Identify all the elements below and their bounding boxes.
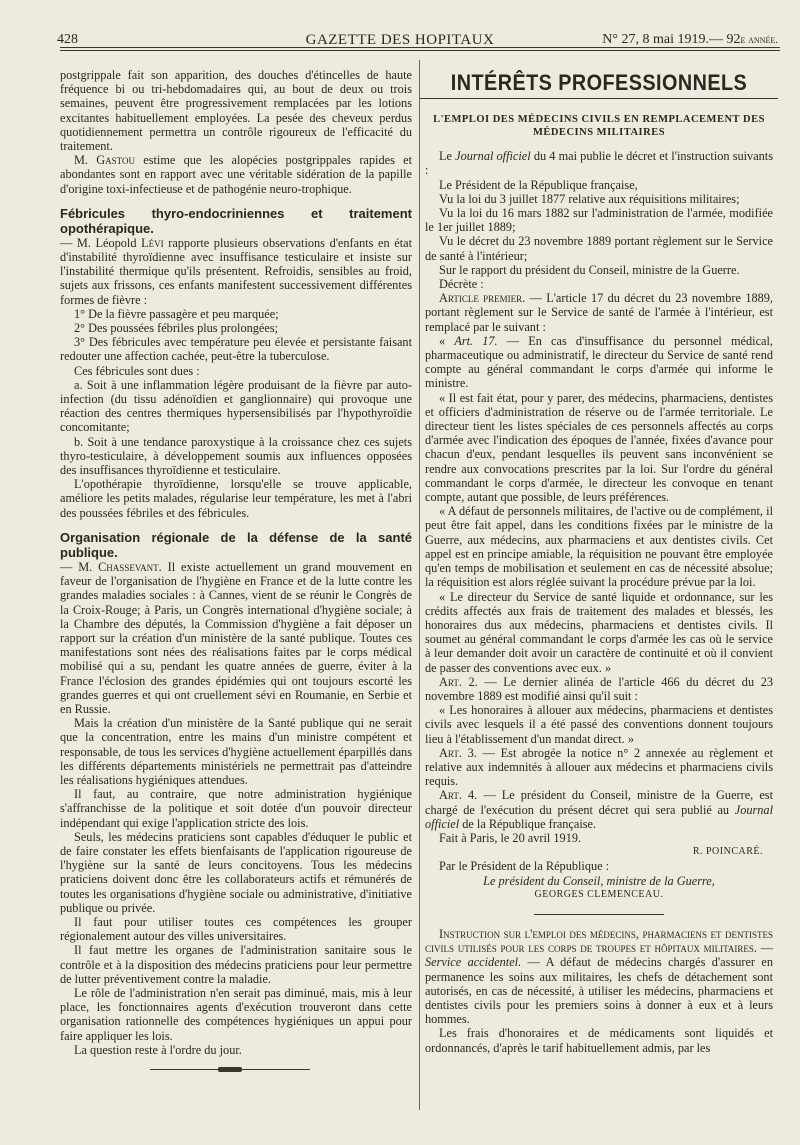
paragraph: « Le directeur du Service de santé liquide et ordonnance, sur les crédits affectés aux frais de traitement des malades et blessés, les honoraires dus aux médecins, pharmaciens et dentistes civils. Il soumet au général commandant le corps d'armée les cas où le service à leur demander doit avoir un caractère de continuité et où il convient de passer des conventions avec eux. » — [425, 589, 773, 675]
paragraph — [425, 746, 773, 789]
paragraph — [425, 927, 773, 1026]
paragraph: Le rôle de l'administration n'en serait pas diminué, mais, mis à leur place, les fonctionnaires agents d'exécution trouveront dans cette organisation rationnelle des compétences hygiéniques un appui pour faire appliquer les lois. — [60, 985, 412, 1043]
paragraph — [60, 236, 412, 307]
paragraph: Vu la loi du 3 juillet 1877 relative aux réquisitions militaires; — [439, 191, 740, 206]
article-label: Art. 4. — [439, 788, 478, 803]
paragraph: Il faut pour utiliser toutes ces compétences les grouper régionalement autour des villes universitaires. — [60, 914, 412, 944]
paragraph — [425, 291, 773, 334]
separator-rule — [534, 914, 664, 915]
paragraph: Il faut mettre les organes de l'administration sanitaire sous le contrôle et à la disposition des médecins praticiens pour leur permettre de lutter préventivement contre la maladie. — [60, 943, 412, 986]
paragraph — [60, 560, 412, 716]
paragraph: a. Soit à une inflammation légère produisant de la fièvre par auto-infection (du tissu adénoïdien et ganglionnaire) qui provoque une réaction des centres thermiques hypersensibilisés par l'hypothyroïdie concomitante; — [60, 377, 412, 435]
journal-ref: Journal officiel — [455, 149, 531, 164]
paragraph: Il faut, au contraire, que notre administration hygiénique s'affranchisse de la politique et soit dotée d'un pouvoir directeur indépendant qui exige l'application stricte des lois. — [60, 787, 412, 830]
text: — Le dernier alinéa de l'article 466 du décret du 23 novembre 1889 est modifié ainsi qu'il suit : — [425, 674, 773, 703]
text: de la République française. — [459, 816, 597, 831]
paragraph: Ces fébricules sont dues : — [74, 363, 200, 378]
paragraph: Mais la création d'un ministère de la Santé publique qui ne serait que la concentration, entre les mains d'un ministre compétent et responsable, de tous les services d'hygiène actuellement éparpillés dans les différents départements ministériels ne permettrait pas d'atteindre les réalisations hygiéniques attendues. — [60, 716, 412, 787]
paragraph — [425, 675, 773, 703]
heading-text: Fébricules thyro-endocriniennes et traitement opothérapique. — [60, 205, 412, 236]
paragraph: Le Président de la République française, — [439, 177, 638, 192]
paragraph-lead: — M. Léopold — [60, 235, 142, 250]
decree-label: Décrète : — [439, 277, 484, 292]
paragraph: Sur le rapport du président du Conseil, ministre de la Guerre. — [439, 262, 740, 277]
paragraph: L'opothérapie thyroïdienne, lorsqu'elle se trouve applicable, améliore les petits malades, régularise leur température, les met à l'abri des poussées fébriles et des fébricules. — [60, 477, 412, 520]
text: Le — [439, 149, 456, 164]
article-heading: L'EMPLOI DES MÉDECINS CIVILS EN REMPLACEMENT DES MÉDECINS MILITAIRES — [433, 114, 765, 139]
paragraph-text: Il existe actuellement un grand mouvement en faveur de l'organisation de l'hygiène en France et de la lutte contre les grandes maladies sociales : à Cannes, vient de se réunir le Congrès de la Croix-Rouge; à Paris, un Congrès international d'hygiène sociale; à la Chambre des députés, la Commission d'hygiène a fait déposer un rapport sur la création d'un ministère de la santé publique. Toutes ces manifestations sont nées des réalisations faites par le corps médical mobilisé qui a su, pendant les quatre années de guerre, éviter à la France l'éclosion des grandes épidémies qui ont toujours escorté les grandes guerres et qui ont cruellement sévi en Roumanie, en Serbie et en Russie. — [60, 559, 412, 716]
paragraph — [425, 788, 773, 831]
list-item: 1° De la fièvre passagère et peu marquée; — [74, 306, 279, 321]
paragraph: La question reste à l'ordre du jour. — [74, 1042, 242, 1057]
article-label: Art. 3. — [439, 745, 477, 760]
paragraph: Fait à Paris, le 20 avril 1919. — [439, 830, 582, 845]
text: — Le président du Conseil, ministre de la Guerre, est chargé de l'exécution du présent décret qui sera publié au — [425, 788, 773, 817]
paragraph — [425, 149, 773, 177]
paragraph: Seuls, les médecins praticiens sont capables d'éduquer le public et de faire constater les effets bienfaisants de l'application rigoureuse de l'hygiène sur la santé de leurs concitoyens. Tous les médecins praticiens doivent donc être les collaborateurs actifs et rémunérés de toutes les organisations d'hygiène sociale ou administrative, d'initiative publique ou privée. — [60, 829, 412, 915]
list-item: 2° Des poussées fébriles plus prolongées; — [74, 321, 279, 336]
signature: R. POINCARÉ. — [692, 846, 763, 858]
issue-year-label: e année. — [740, 34, 778, 46]
article-label: Article premier. — [439, 291, 526, 306]
author-name: Chassevant. — [98, 559, 162, 574]
paragraph: Les frais d'honoraires et de médicaments sont liquidés et ordonnancés, d'après le tarif habituellement admis, par les — [425, 1026, 773, 1055]
paragraph: « Les honoraires à allouer aux médecins, pharmaciens et dentistes civils avec lesquels il a été passé des conventions donnent toujours lieu à l'établissement d'un mandat direct. » — [425, 703, 773, 746]
subheading: Service accidentel. — [425, 955, 522, 970]
text: — L'article 17 du décret du 23 novembre 1889, portant règlement sur le Service de santé de l'armée à l'intérieur, est remplacé par le suivant : — [425, 291, 773, 334]
article-label: Art. 2. — [439, 674, 478, 689]
title-rule — [420, 98, 778, 99]
text: — A défaut de médecins chargés d'assurer en permanence les soins aux militaires, les chefs de détachement sont autorisés, en cas de nécessité, à utiliser les médecins, pharmaciens et dentistes civils pour les premiers soins à donner à eux et à leurs hommes. — [425, 955, 773, 1027]
column-divider — [419, 60, 420, 1110]
text: « — [439, 333, 455, 348]
journal-ref: Journal officiel — [425, 802, 773, 831]
section-title: INTÉRÊTS PROFESSIONNELS — [450, 70, 748, 95]
list-item: 3° Des fébricules avec température peu élevée et persistante faisant redouter une affection cachée, peut-être la tuberculose. — [60, 335, 412, 364]
right-column — [425, 68, 773, 1055]
paragraph: b. Soit à une tendance paroxystique à la croissance chez ces sujets thyro-testiculaire, à développement soumis aux influences opposées des insuffisances thyroïdienne et testiculaire. — [60, 434, 412, 478]
signature: GEORGES CLEMENCEAU. — [534, 888, 664, 900]
text: — En cas d'insuffisance du personnel médical, pharmaceutique ou administratif, le directeur du Service de santé rend compte au général commandant le corps d'armée qui informe le ministre. — [425, 333, 773, 391]
signatory-title: Le président du Conseil, ministre de la Guerre, — [483, 873, 715, 888]
paragraph-lead: — M. — [60, 559, 99, 574]
paragraph: postgrippale fait son apparition, des douches d'étincelles de haute fréquence bi ou tri-hebdomadaires qui, au bout de deux ou trois semaines, peuvent être progressivement remplacées par les lotions excitantes habituellement employées. La pesée des cheveux perdus quotidiennement permettra un contrôle rigoureux de l'efficacité du traitement. — [60, 68, 412, 154]
paragraph: Vu le décret du 23 novembre 1889 portant règlement sur le Service de santé à l'intérieur; — [425, 234, 773, 263]
page-header — [0, 22, 800, 62]
header-rule-double — [60, 50, 780, 51]
paragraph — [425, 334, 773, 391]
paragraph: « Il est fait état, pour y parer, des médecins, pharmaciens, dentistes et officiers d'administration de réserve ou de l'armée territoriale. Le directeur tient les listes spéciales de ces personnels affectés au corps d'armée avec l'indication des époques de l'année, fixées d'avance pour chacun d'eux, pendant lesquelles ils peuvent sans inconvénient se rendre aux convocations prescrites par la loi. Sur l'ordre du général commandant le corps d'armée, le directeur les convoque en tenant compte, autant que possible, de leurs préférences. — [425, 390, 773, 505]
paragraph-text: rapporte plusieurs observations d'enfants en état d'instabilité thyroïdienne avec insuffisance testiculaire et insiste sur l'instabilité thermique qu'ils présentent. Refroidis, sensibles au froid, sujets aux frissons, ces enfants manifestent successivement différentes formes de fièvre : — [60, 235, 413, 307]
text: du 4 mai publie le décret et l'instruction suivants : — [425, 149, 773, 178]
ornament-center — [218, 1067, 242, 1072]
author-name: M. Gastou — [74, 153, 135, 168]
author-name: Lévi — [141, 235, 164, 250]
header-rule — [60, 47, 780, 48]
paragraph — [60, 153, 412, 196]
paragraph-text: estime que les alopécies postgrippales rapides et abondantes sont en rapport avec une véritable sidération de la papille d'origine toxi-infectieuse et de pathogénie neuro-trophique. — [60, 153, 412, 196]
ornament-divider — [150, 1067, 310, 1073]
page-number: 428 — [57, 32, 78, 47]
text: — Est abrogée la notice n° 2 annexée au règlement et relative aux indemnités à allouer aux médecins et pharmaciens civils requis. — [425, 745, 774, 789]
paragraph: Par le Président de la République : — [439, 859, 610, 874]
paragraph: Vu la loi du 16 mars 1882 sur l'administration de l'armée, modifiée le 1er juillet 1889; — [425, 206, 773, 235]
heading-text: Organisation régionale de la défense de la santé publique. — [60, 529, 412, 560]
instruction-heading: Instruction sur l'emploi des médecins, pharmaciens et dentistes civils utilisés pour les corps de troupes et hôpitaux militaires. — [425, 926, 773, 956]
left-column — [60, 68, 412, 1073]
text: — — [756, 941, 773, 956]
issue-date-text: N° 27, 8 mai 1919.— 92 — [602, 32, 741, 47]
paragraph: « A défaut de personnels militaires, de l'active ou de complément, il peut être fait appel, dans les conditions fixées par le ministre de la Guerre, aux médecins, aux pharmaciens et aux dentistes civils. Cet appel est en principe amiable, la réquisition ne pouvant être employée qu'en temps de mobilisation et seulement en cas de nécessité absolue; la réquisition est alors réglée suivant la procédure prévue par la loi. — [425, 504, 773, 590]
article-ref: Art. 17. — [454, 333, 498, 348]
issue-date — [602, 32, 778, 48]
section-heading — [60, 206, 412, 236]
section-heading — [60, 530, 412, 560]
journal-title: GAZETTE DES HOPITAUX — [305, 32, 495, 48]
